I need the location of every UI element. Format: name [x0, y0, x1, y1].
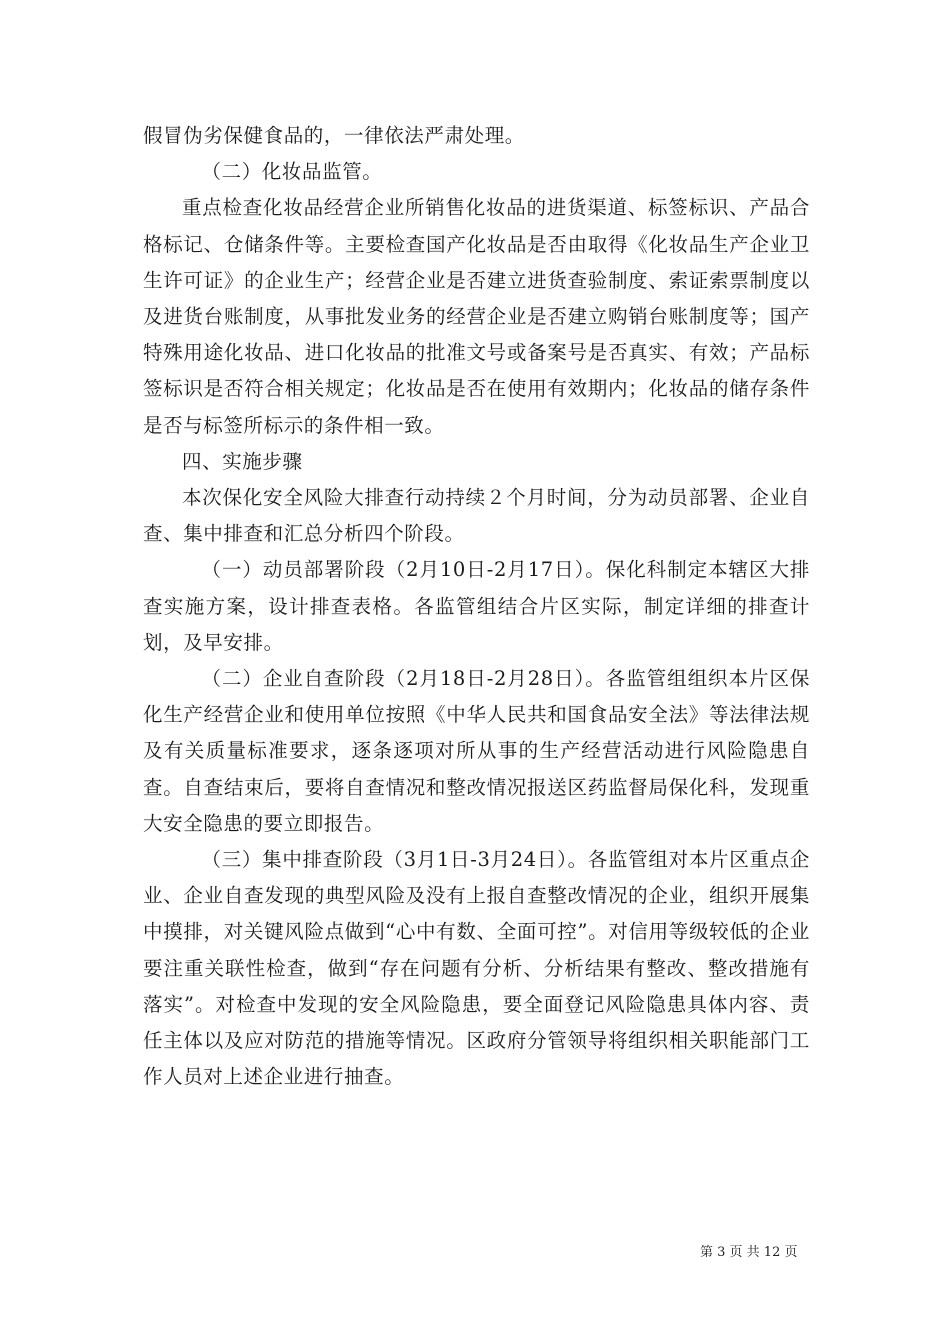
paragraph-stage-self-inspection: （二）企业自查阶段（2月18日-2月28日）。各监管组组织本片区保化生产经营企业和使用单位按照《中华人民共和国食品安全法》等法律法规及有关质量标准要求，逐条逐项对所从事的生产经营活动进行风险隐患自查。自查结束后，要将自查情况和整改情况报送区药监督局保化科，发现重大安全隐患的要立即报告。 — [143, 667, 810, 835]
paragraph-stage-centralized-inspection: （三）集中排查阶段（3月1日-3月24日）。各监管组对本片区重点企业、企业自查发现的典型风险及没有上报自查整改情况的企业，组织开展集中摸排，对关键风险点做到“心中有数、全面可控”。对信用等级较低的企业要注重关联性检查，做到“存在问题有分析、分析结果有整改、整改措施有落实”。对检查中发现的安全风险隐患，要全面登记风险隐患具体内容、责任主体以及应对防范的措施等情况。区政府分管领导将组织相关职能部门工作人员对上述企业进行抽查。 — [143, 848, 810, 1089]
section-heading-cosmetics: （二）化妆品监管。 — [201, 160, 383, 184]
page-number-footer: 第 3 页 共 12 页 — [700, 1245, 798, 1260]
paragraph-stage-mobilization: （一）动员部署阶段（2月10日-2月17日）。保化科制定本辖区大排查实施方案，设计排查表格。各监管组结合片区实际，制定详细的排查计划，及早安排。 — [143, 558, 810, 654]
paragraph-stages-overview: 本次保化安全风险大排查行动持续２个月时间，分为动员部署、企业自查、集中排查和汇总分析四个阶段。 — [143, 486, 810, 546]
paragraph-continuation: 假冒伪劣保健食品的，一律依法严肃处理。 — [143, 124, 525, 147]
section-heading-implementation-steps: 四、实施步骤 — [182, 449, 303, 473]
paragraph-cosmetics-inspection: 重点检查化妆品经营企业所销售化妆品的进货渠道、标签标识、产品合格标记、仓储条件等。主要检查国产化妆品是否由取得《化妆品生产企业卫生许可证》的企业生产；经营企业是否建立进货查验制度、索证索票制度以及进货台账制度，从事批发业务的经营企业是否建立购销台账制度等；国产特殊用途化妆品、进口化妆品的批准文号或备案号是否真实、有效；产品标签标识是否符合相关规定；化妆品是否在使用有效期内；化妆品的储存条件是否与标签所标示的条件相一致。 — [143, 196, 810, 437]
document-body — [143, 118, 810, 1095]
